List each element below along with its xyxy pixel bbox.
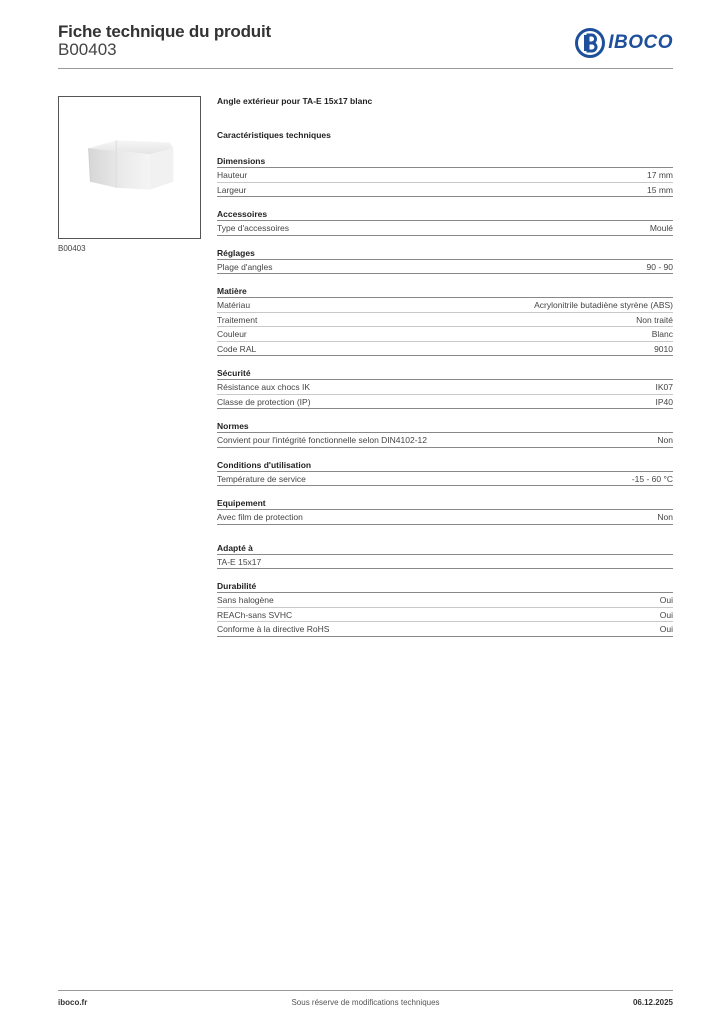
spec-sections — [217, 155, 673, 637]
iboco-logo-icon — [575, 28, 605, 58]
spec-row — [217, 260, 673, 275]
spec-value: Oui — [659, 595, 673, 605]
spec-row — [217, 472, 673, 487]
spec-label: Résistance aux chocs IK — [217, 382, 311, 392]
logo-text: IBOCO — [608, 32, 673, 53]
product-code: B00403 — [58, 40, 117, 59]
spec-value: IP40 — [655, 396, 673, 407]
spec-label: Sans halogène — [217, 595, 274, 605]
spec-label: Convient pour l'intégrité fonctionnelle selon DIN4102-12 — [217, 435, 428, 445]
spec-value: Non — [657, 512, 673, 522]
product-title: Angle extérieur pour TA-E 15x17 blanc — [217, 96, 373, 106]
spec-label: Hauteur — [217, 170, 248, 180]
page-title: Fiche technique du produit — [58, 22, 271, 41]
spec-row — [217, 510, 673, 525]
spec-label: REACh-sans SVHC — [217, 609, 293, 620]
section-title: Sécurité — [217, 367, 673, 380]
spec-section — [217, 208, 673, 236]
spec-content — [217, 96, 673, 648]
spec-row — [217, 327, 673, 342]
product-photo — [58, 96, 201, 239]
header-divider — [58, 68, 673, 69]
spec-value: Oui — [659, 624, 673, 634]
spec-section — [217, 367, 673, 409]
spec-value: Moulé — [649, 223, 673, 233]
header — [58, 20, 673, 70]
spec-label: TA-E 15x17 — [217, 556, 262, 567]
spec-label: Traitement — [217, 314, 258, 325]
spec-row — [217, 313, 673, 328]
brand-logo — [575, 28, 673, 58]
section-title: Adapté à — [217, 542, 673, 555]
spec-value: Non — [657, 435, 673, 445]
spec-section — [217, 420, 673, 448]
spec-value: 15 mm — [647, 184, 673, 195]
spec-value: Acrylonitrile butadiène styrène (ABS) — [534, 300, 673, 310]
footer-note: Sous réserve de modifications techniques — [291, 998, 440, 1007]
spec-value: Oui — [659, 609, 673, 620]
spec-label: Conforme à la directive RoHS — [217, 624, 330, 634]
spec-label: Matériau — [217, 300, 251, 310]
spec-section — [217, 285, 673, 356]
spec-label: Type d'accessoires — [217, 223, 290, 233]
spec-row — [217, 298, 673, 313]
spec-row — [217, 622, 673, 637]
spec-row — [217, 380, 673, 395]
spec-section — [217, 542, 673, 570]
spec-row — [217, 183, 673, 198]
product-photo-icon — [59, 97, 200, 238]
spec-label: Code RAL — [217, 343, 257, 354]
footer-date: 06.12.2025 — [632, 998, 673, 1007]
footer — [58, 998, 673, 1010]
spec-row — [217, 608, 673, 623]
spec-row — [217, 342, 673, 357]
spec-label: Plage d'angles — [217, 261, 273, 272]
section-title: Normes — [217, 420, 673, 433]
specs-heading: Caractéristiques techniques — [217, 130, 331, 140]
section-title: Durabilité — [217, 580, 673, 593]
spec-value: 9010 — [654, 343, 673, 354]
section-title: Dimensions — [217, 155, 673, 168]
section-title: Réglages — [217, 247, 673, 260]
spec-label: Avec film de protection — [217, 512, 303, 522]
section-title: Equipement — [217, 497, 673, 510]
spec-value: Non traité — [636, 314, 673, 325]
spec-section — [217, 155, 673, 197]
section-title: Conditions d'utilisation — [217, 459, 673, 472]
spec-row — [217, 221, 673, 236]
spec-section — [217, 247, 673, 275]
spec-row — [217, 555, 673, 570]
section-title: Matière — [217, 285, 673, 298]
spec-value: 17 mm — [647, 170, 673, 180]
spec-row — [217, 433, 673, 448]
spec-value: Blanc — [651, 329, 673, 339]
spec-label: Largeur — [217, 184, 247, 195]
spec-value: -15 - 60 °C — [631, 473, 673, 484]
spec-section — [217, 497, 673, 525]
footer-divider — [58, 990, 673, 991]
spec-value: IK07 — [655, 382, 673, 392]
spec-section — [217, 580, 673, 637]
spec-label: Température de service — [217, 473, 306, 484]
photo-caption: B00403 — [58, 244, 86, 253]
footer-website: iboco.fr — [58, 998, 88, 1007]
spec-label: Classe de protection (IP) — [217, 396, 311, 407]
spec-label: Couleur — [217, 329, 247, 339]
spec-section — [217, 459, 673, 487]
spec-row — [217, 395, 673, 410]
spec-row — [217, 168, 673, 183]
spec-value: 90 - 90 — [646, 261, 673, 272]
section-title: Accessoires — [217, 208, 673, 221]
spec-row — [217, 593, 673, 608]
